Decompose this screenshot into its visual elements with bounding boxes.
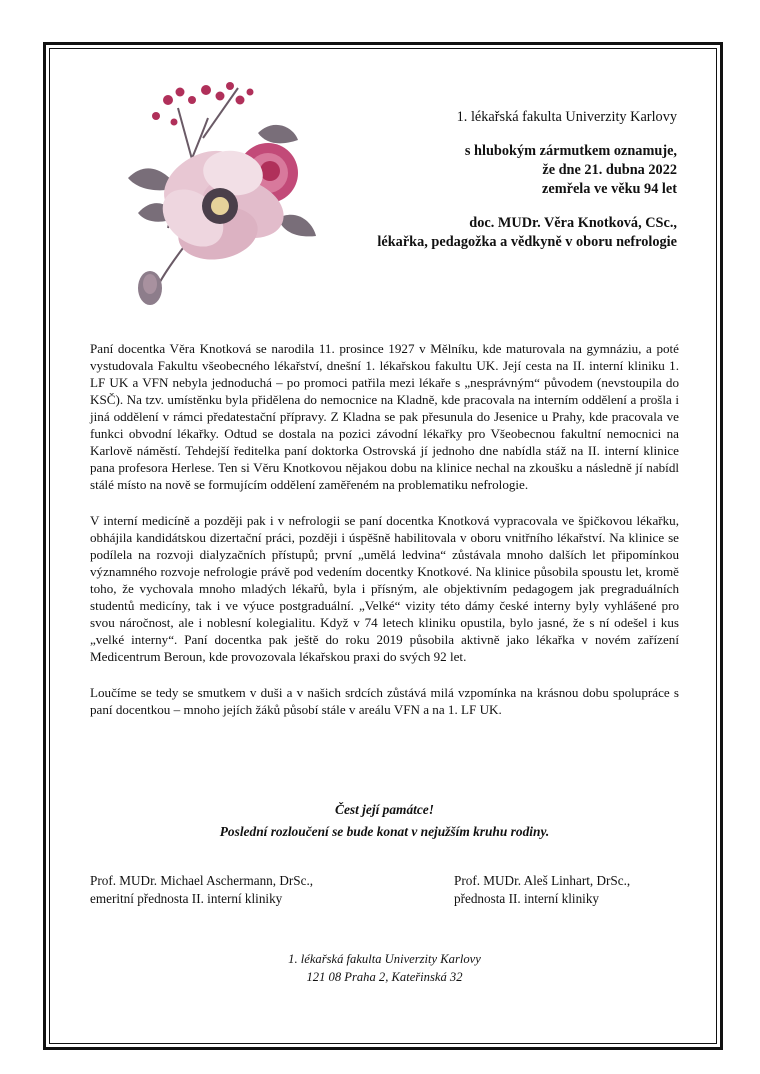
- deceased-line: lékařka, pedagožka a vědkyně v oboru nefrologie: [377, 234, 677, 250]
- announce-line: s hlubokým zármutkem oznamuje,: [464, 143, 677, 159]
- footer-institution: 1. lékařská fakulta Univerzity Karlovy: [288, 952, 481, 966]
- footer-address: [90, 950, 679, 986]
- signature-left: [90, 872, 313, 908]
- deceased-line: doc. MUDr. Věra Knotková, CSc.,: [469, 215, 677, 231]
- announce-line: zemřela ve věku 94 let: [542, 181, 677, 197]
- signature-title: emeritní přednosta II. interní kliniky: [90, 891, 283, 906]
- announce-line: že dne 21. dubna 2022: [542, 162, 677, 178]
- floral-bouquet-icon: [108, 78, 328, 313]
- signature-right: [454, 872, 630, 908]
- announcement-header: [317, 108, 677, 252]
- closing-honor: Čest její památce!: [335, 802, 434, 817]
- body-paragraph: Loučíme se tedy se smutkem v duši a v našich srdcích zůstává milá vzpomínka na krásnou dobu spolupráce s paní docentkou – mnoho jejích žáků působí stále v areálu VFN a na 1. LF UK.: [90, 685, 679, 717]
- deceased-name: [317, 214, 677, 252]
- announcement-lines: [317, 142, 677, 199]
- obituary-body: [90, 340, 679, 737]
- signature-title: přednosta II. interní kliniky: [454, 891, 600, 906]
- footer-street: 121 08 Praha 2, Kateřinská 32: [306, 970, 463, 984]
- closing-lines: [90, 799, 679, 843]
- closing-farewell: Poslední rozloučení se bude konat v nejužším kruhu rodiny.: [219, 824, 550, 839]
- body-paragraph: Paní docentka Věra Knotková se narodila 11. prosince 1927 v Mělníku, kde maturovala na gymnáziu, a poté vystudovala Fakultu všeobecného lékařství, dnešní 1. lékařskou fakultu UK. Její cesta na II. interní kliniku 1. LF UK a VFN nebyla jednoduchá – po promoci patřila mezi lékaře s „nesprávným“ původem (nevstoupila do KSČ). Na tzv. umístěnku byla přidělena do nemocnice na Kladně, kde pracovala na interním oddělení a prošla i jiná oddělení v rámci předatestační přípravy. Z Kladna se pak přesunula do Jesenice u Prahy, kde pracovala ve funkci obvodní lékařky. Odtud se dostala na pozici závodní lékařky pro Všeobecnou fakultní nemocnici na Karlově náměstí. Tehdejší ředitelka paní doktorka Ostrovská jí jednoho dne nabídla stáž na II. interní klinice pana profesora Herlese. Ten si Věru Knotkovou nějakou dobu na klinice nechal na zkoušku a následně jí nabídl stálé místo na nově se formujícím oddělení zaměřeném na problematiku nefrologie.: [90, 341, 679, 492]
- body-paragraph: V interní medicíně a později pak i v nefrologii se paní docentka Knotková vypracovala ve špičkovou lékařku, obhájila kandidátskou dizertační práci, později i úspěšně habilitovala v oboru vnitřního lékařství. Na klinice se podílela na rozvoji dialyzačních přístupů; první „umělá ledvina“ zůstávala mnoho dalších let připomínkou významného rozvoje nefrologie právě pod vedením docentky Knotkové. Na klinice působila spoustu let, kromě toho, že vychovala mnoho mladých lékařů, byla i přísným, ale objektivním pedagogem jak pregraduálních studentů medicíny, tak i ve výuce postgraduální. „Velké“ vizity této dámy české interny byly vyhlášené pro svou náročnost, ale i noblesní kolegialitu. Když v 74 letech kliniku opustila, bylo jasné, že s ní odešel i kus „velké interny“. Paní docentka pak ještě do roku 2019 působila aktivně jako lékařka v novém zařízení Medicentrum Beroun, kde provozovala lékařskou praxi do svých 92 let.: [90, 513, 679, 664]
- signature-name: Prof. MUDr. Aleš Linhart, DrSc.,: [454, 873, 631, 888]
- faculty-name: 1. lékařská fakulta Univerzity Karlovy: [456, 109, 677, 125]
- signature-name: Prof. MUDr. Michael Aschermann, DrSc.,: [90, 873, 314, 888]
